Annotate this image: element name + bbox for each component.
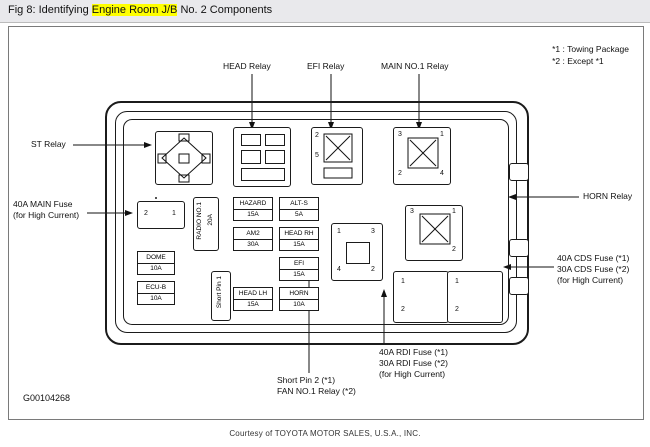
fuse-horn-name: HORN <box>280 288 318 300</box>
fuse-head-lh-amp: 15A <box>247 301 259 308</box>
callout-efi-relay: EFI Relay <box>307 61 345 71</box>
fuse-alt-s-name: ALT-S <box>280 198 318 210</box>
fuse-cds-pin-1: 1 <box>401 278 405 285</box>
relay-main-no1-pin-1: 1 <box>440 131 444 138</box>
callout-st-relay: ST Relay <box>31 139 66 149</box>
engine-room-junction-block <box>105 101 525 341</box>
callout-main-fuse-line2: (for High Current) <box>13 210 80 220</box>
figure-title-post: No. 2 Components <box>177 4 273 16</box>
relay-main-no1-pin-3: 3 <box>398 131 402 138</box>
fuse-ecu-b-amp: 10A <box>150 295 162 302</box>
fuse-rdi-pin-1: 1 <box>455 278 459 285</box>
fuse-am2-amp: 30A <box>247 241 259 248</box>
callout-head-relay: HEAD Relay <box>223 61 271 71</box>
fuse-main-40a[interactable] <box>137 201 185 229</box>
short-pin2-pin-3: 3 <box>371 228 375 235</box>
relay-main-no1-pin-2: 2 <box>398 170 402 177</box>
callout-rdi-line3: (for High Current) <box>379 369 446 379</box>
fuse-horn-amp: 10A <box>293 301 305 308</box>
callout-main-fuse <box>13 199 79 221</box>
fuse-ecu-b[interactable] <box>137 281 175 305</box>
fuse-radio-no1-amp: 20A <box>207 214 214 226</box>
relay-horn-pin-2: 2 <box>452 246 456 253</box>
short-pin2-body <box>346 242 370 264</box>
callout-cds-line3: (for High Current) <box>557 275 624 285</box>
fuse-dome-amp: 10A <box>150 265 162 272</box>
callout-main-no1-relay: MAIN NO.1 Relay <box>381 61 449 71</box>
relay-efi[interactable] <box>311 127 363 185</box>
figure-title-pre: Fig 8: Identifying <box>8 4 92 16</box>
callout-rdi-line1: 40A RDI Fuse (*1) <box>379 347 448 357</box>
mounting-tab-2 <box>509 239 529 257</box>
fuse-main-pin-1: 1 <box>172 210 176 217</box>
relay-short-pin-2-fan-no1[interactable] <box>331 223 383 281</box>
short-pin2-pin-4: 4 <box>337 266 341 273</box>
relay-main-no1[interactable] <box>393 127 451 185</box>
relay-head-pin-e <box>241 168 285 181</box>
mounting-tab-1 <box>509 163 529 181</box>
spacer <box>155 197 157 199</box>
fuse-dome-name: DOME <box>138 252 174 264</box>
relay-horn-pin-1: 1 <box>452 208 456 215</box>
short-pin2-pin-1: 1 <box>337 228 341 235</box>
fuse-head-rh-amp: 15A <box>293 241 305 248</box>
mounting-tab-3 <box>509 277 529 295</box>
fuse-rdi-pin-2: 2 <box>455 306 459 313</box>
fuse-head-rh[interactable] <box>279 227 319 251</box>
fuse-am2-name: AM2 <box>234 228 272 240</box>
footer-credit: Courtesy of TOYOTA MOTOR SALES, U.S.A., INC. <box>229 429 421 438</box>
fuse-head-lh-name: HEAD LH <box>234 288 272 300</box>
callout-cds-line1: 40A CDS Fuse (*1) <box>557 253 630 263</box>
note-towing-package: *1 : Towing Package <box>552 44 629 54</box>
relay-horn-pin-3: 3 <box>410 208 414 215</box>
fuse-efi-amp: 15A <box>293 271 305 278</box>
fuse-alt-s[interactable] <box>279 197 319 221</box>
figure-code: G00104268 <box>23 393 71 403</box>
fuse-hazard[interactable] <box>233 197 273 221</box>
diagram-frame <box>8 26 644 420</box>
relay-st[interactable] <box>155 131 213 185</box>
fuse-dome[interactable] <box>137 251 175 275</box>
relay-head-pin-c <box>241 150 261 164</box>
callout-cds-fuse <box>557 253 629 286</box>
fuse-radio-no1-label: RADIO NO.1 <box>196 202 203 240</box>
relay-efi-pin-5: 5 <box>315 152 319 159</box>
note-except: *2 : Except *1 <box>552 56 604 66</box>
relay-head-pin-d <box>265 150 285 164</box>
relay-head-pin-b <box>265 134 285 146</box>
short-pin-1[interactable] <box>211 271 231 321</box>
figure-title-highlight: Engine Room J/B <box>91 4 178 16</box>
figure-footer <box>0 424 650 447</box>
callout-horn-relay: HORN Relay <box>583 191 633 201</box>
callout-rdi-line2: 30A RDI Fuse (*2) <box>379 358 448 368</box>
callout-rdi-fuse <box>379 347 448 380</box>
fuse-head-lh[interactable] <box>233 287 273 311</box>
relay-main-no1-pin-4: 4 <box>440 170 444 177</box>
callout-short-pin2 <box>277 375 356 397</box>
relay-horn[interactable] <box>405 205 463 261</box>
figure-titlebar <box>0 0 650 23</box>
figure-title <box>8 4 272 16</box>
fuse-cds[interactable] <box>393 271 449 323</box>
callout-short-pin2-line1: Short Pin 2 (*1) <box>277 375 336 385</box>
relay-head-pin-a <box>241 134 261 146</box>
relay-head[interactable] <box>233 127 291 187</box>
fuse-ecu-b-name: ECU-B <box>138 282 174 294</box>
short-pin2-pin-2: 2 <box>371 266 375 273</box>
fuse-hazard-amp: 15A <box>247 211 259 218</box>
fuse-head-rh-name: HEAD RH <box>280 228 318 240</box>
callout-cds-line2: 30A CDS Fuse (*2) <box>557 264 630 274</box>
short-pin-1-label: Short Pin 1 <box>216 276 223 309</box>
fuse-efi-name: EFI <box>280 258 318 270</box>
fuse-alt-s-amp: 5A <box>295 211 303 218</box>
fuse-hazard-name: HAZARD <box>234 198 272 210</box>
fuse-cds-pin-2: 2 <box>401 306 405 313</box>
fuse-horn[interactable] <box>279 287 319 311</box>
callout-short-pin2-line2: FAN NO.1 Relay (*2) <box>277 386 356 396</box>
fuse-efi[interactable] <box>279 257 319 281</box>
relay-efi-pin-2: 2 <box>315 132 319 139</box>
fuse-main-pin-2: 2 <box>144 210 148 217</box>
fuse-rdi[interactable] <box>447 271 503 323</box>
callout-main-fuse-line1: 40A MAIN Fuse <box>13 199 73 209</box>
fuse-am2[interactable] <box>233 227 273 251</box>
fuse-radio-no1[interactable] <box>193 197 219 251</box>
